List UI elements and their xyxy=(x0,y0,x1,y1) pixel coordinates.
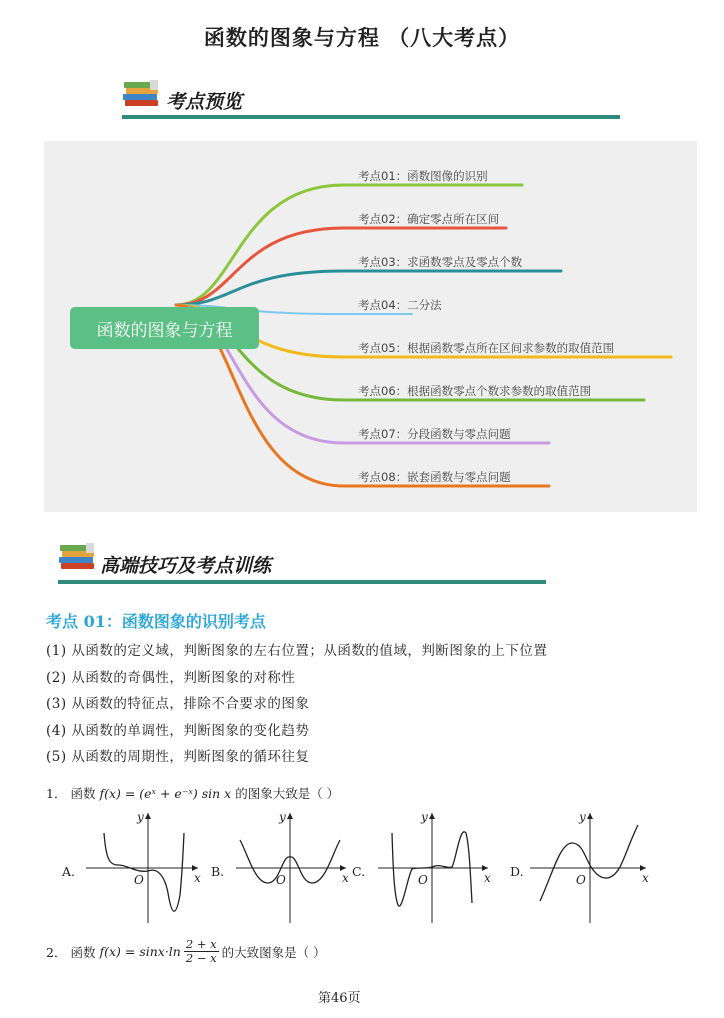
tip-item: (1) 从函数的定义域，判断图象的左右位置；从函数的值域，判断图象的上下位置 xyxy=(46,643,548,659)
y-axis-label: y xyxy=(421,810,428,824)
question-prefix: 函数 xyxy=(70,944,96,960)
x-axis-label: x xyxy=(484,871,491,885)
mindmap-topic: 考点02：确定零点所在区间 xyxy=(358,212,500,226)
question-prefix: 函数 xyxy=(70,786,96,801)
mindmap-topic: 考点07：分段函数与零点问题 xyxy=(358,427,511,441)
page-number: 第46页 xyxy=(318,991,361,1006)
tip-item: (4) 从函数的单调性，判断图象的变化趋势 xyxy=(46,723,310,739)
tip-item: (2) 从函数的奇偶性，判断图象的对称性 xyxy=(46,670,296,686)
mindmap-branch xyxy=(176,185,522,305)
option-d-curve xyxy=(540,825,638,901)
fraction xyxy=(184,938,219,965)
mindmap-topic: 考点03：求函数零点及零点个数 xyxy=(358,255,523,269)
question-1 xyxy=(46,784,339,802)
fraction-numerator: 2 + x xyxy=(185,937,217,951)
y-axis-label: y xyxy=(137,810,144,824)
origin-label: O xyxy=(418,873,428,887)
books-icon xyxy=(122,80,162,108)
y-axis-arrow xyxy=(429,813,435,819)
mindmap-topic: 考点01：函数图像的识别 xyxy=(358,169,488,183)
fraction-denominator: 2 − x xyxy=(185,951,217,965)
origin-label: O xyxy=(276,873,286,887)
option-graphs xyxy=(0,805,724,930)
question-number: 1． xyxy=(46,786,67,801)
question-2 xyxy=(46,938,326,965)
option-c-label: C. xyxy=(352,864,366,879)
mindmap-topic: 考点08：嵌套函数与零点问题 xyxy=(358,470,511,484)
mindmap-topic: 考点05：根据函数零点所在区间求参数的取值范围 xyxy=(358,341,615,355)
mindmap-topic: 考点04：二分法 xyxy=(358,298,442,312)
question-suffix: 的图象大致是（ ） xyxy=(235,786,340,801)
question-suffix: 的大致图象是（ ） xyxy=(221,944,326,960)
question-number: 2． xyxy=(46,944,67,960)
question-formula: f(x) = (eˣ + e⁻ˣ) sin x xyxy=(99,786,232,801)
tip-item: (3) 从函数的特征点，排除不合要求的图象 xyxy=(46,696,310,712)
section-divider xyxy=(122,115,620,119)
page-title: 函数的图象与方程 （八大考点） xyxy=(203,26,521,50)
mindmap-topic: 考点06：根据函数零点个数求参数的取值范围 xyxy=(358,384,592,398)
kaodian-01-title: 考点 01：函数图象的识别考点 xyxy=(46,612,266,631)
option-b-label: B. xyxy=(211,864,225,879)
y-axis-arrow xyxy=(587,813,593,819)
origin-label: O xyxy=(576,873,586,887)
section-training-heading: 高端技巧及考点训练 xyxy=(100,555,272,577)
tip-item: (5) 从函数的周期性，判断图象的循环往复 xyxy=(46,749,310,765)
books-icon xyxy=(58,543,98,571)
option-d-label: D. xyxy=(510,864,524,879)
question-formula: f(x) = sinx·ln xyxy=(99,944,181,959)
y-axis-arrow xyxy=(287,813,293,819)
y-axis-label: y xyxy=(579,810,586,824)
y-axis-label: y xyxy=(279,810,286,824)
x-axis-label: x xyxy=(194,871,201,885)
section-divider xyxy=(58,580,546,584)
x-axis-label: x xyxy=(342,871,349,885)
section-preview-heading: 考点预览 xyxy=(166,91,243,113)
origin-label: O xyxy=(134,873,144,887)
mindmap-root: 函数的图象与方程 xyxy=(70,307,259,349)
y-axis-arrow xyxy=(145,813,151,819)
option-a-label: A. xyxy=(62,864,76,879)
x-axis-label: x xyxy=(642,871,649,885)
option-a-curve xyxy=(104,833,184,911)
